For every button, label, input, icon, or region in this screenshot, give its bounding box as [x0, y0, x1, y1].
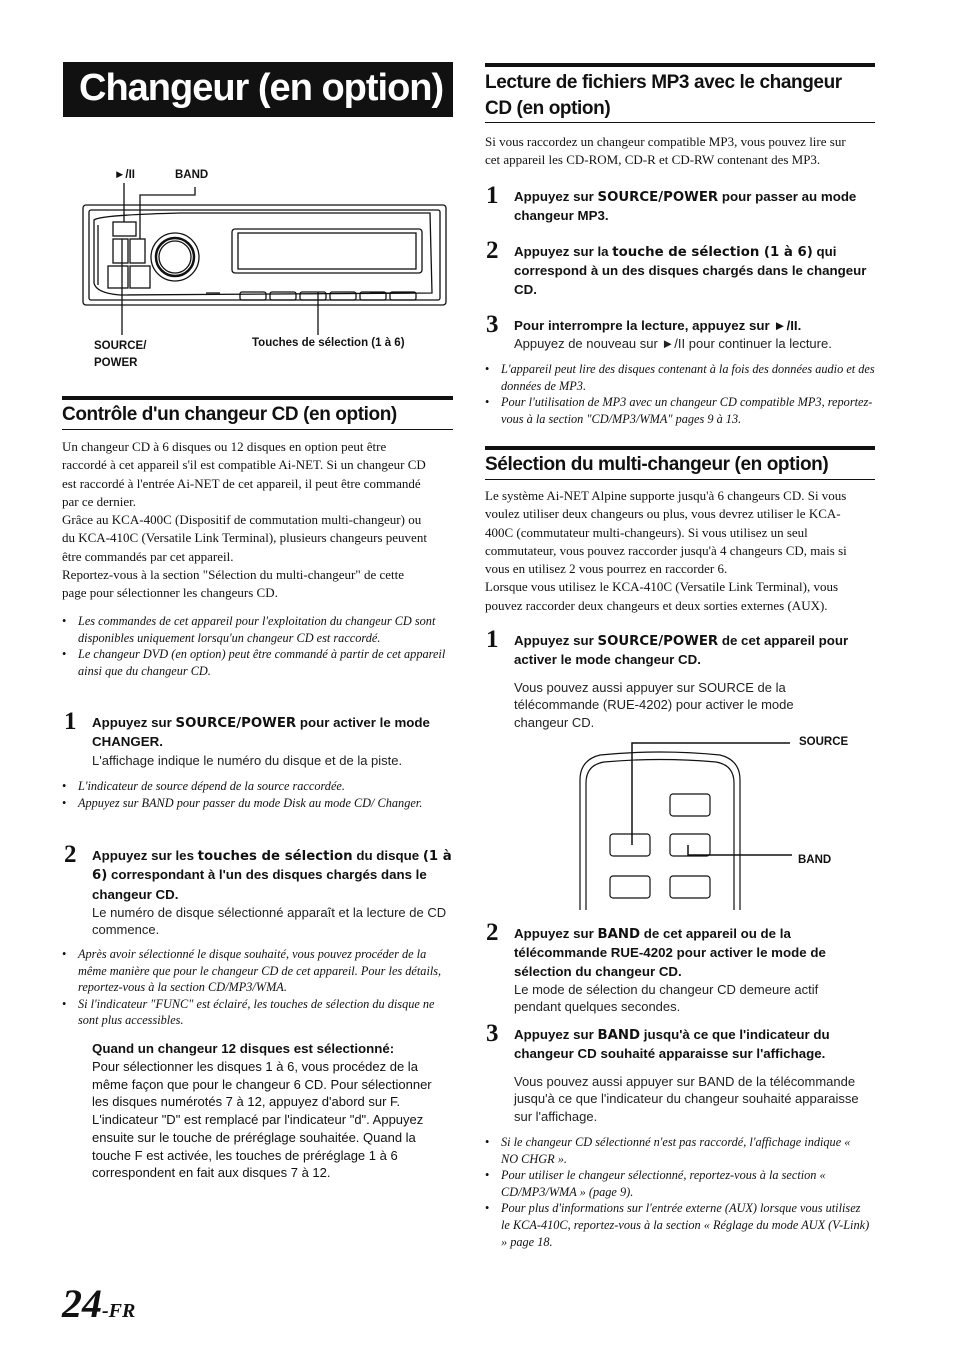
step-description: Appuyez de nouveau sur ►/II pour continuer la lecture. — [514, 336, 832, 352]
note-item: • Pour plus d'informations sur l'entrée externe (AUX) lorsque vous utilisez le KCA-410C, reportez-vous à la section « Réglage du mode AUX (V-Link) » page 18. — [485, 1200, 870, 1250]
intro-line: commutateur, vous pouvez raccorder jusqu'à 4 changeurs CD, mais si — [485, 542, 847, 558]
remote-source-label: SOURCE — [799, 736, 849, 748]
step-title: Appuyez sur SOURCE/POWER de cet appareil pour activer le mode changeur CD. — [514, 633, 849, 668]
page-title: Changeur (en option) — [79, 67, 444, 109]
band-label: BAND — [175, 169, 209, 181]
source-power-label-1: SOURCE/ — [94, 340, 147, 352]
twelve-disc-text: Pour sélectionner les disques 1 à 6, vous procédez de la même façon que pour le changeur 6 CD. Pour sélectionner les disques numérotés 7 à 12, appuyez d'abord sur F. L'indicateur "D" est remplacé par l'indicateur "d". Appuyez ensuite sur le touche de préréglage souhaitée. Quand la touche F est activée, les touches de préréglage 1 à 6 correspondent en fait aux disques 7 à 12. — [92, 1059, 432, 1181]
intro-line: 400C (commutateur multi-changeurs). Si vous utilisez un seul — [485, 524, 808, 540]
step-description: Le mode de sélection du changeur CD demeure actif pendant quelques secondes. — [514, 981, 819, 1015]
mp3-intro — [485, 133, 880, 170]
section-title-cd-changer — [62, 396, 453, 430]
step-number: 1 — [64, 708, 77, 735]
notes-list — [62, 778, 447, 811]
step-number: 2 — [486, 919, 499, 946]
note-item: • Pour l'utilisation de MP3 avec un changeur CD compatible MP3, reportez-vous à la section "CD/MP3/WMA" pages 9 à 13. — [485, 394, 875, 427]
note-item: • Si le changeur CD sélectionné n'est pas raccordé, l'affichage indique « NO CHGR ». — [485, 1134, 870, 1167]
step-2 — [64, 841, 456, 939]
step-1 — [64, 708, 456, 769]
intro-line: page pour sélectionner les changeurs CD. — [62, 585, 278, 601]
multi-step-3 — [486, 1020, 876, 1125]
intro-line: Le système Ai-NET Alpine supporte jusqu'à 6 changeurs CD. Si vous — [485, 488, 847, 503]
step-number: 2 — [486, 237, 499, 264]
notes-list — [62, 613, 447, 679]
mp3-step-3 — [486, 311, 876, 353]
intro-line: par ce dernier. — [62, 493, 136, 509]
head-unit-figure — [80, 165, 460, 375]
step-description: Vous pouvez aussi appuyer sur BAND de la télécommande jusqu'à ce que l'indicateur du changeur souhaité apparaisse sur l'affichage. — [514, 1073, 859, 1124]
step-title: Appuyez sur SOURCE/POWER pour activer le mode CHANGER. — [92, 715, 430, 750]
cd-changer-intro — [62, 438, 457, 603]
step-number: 2 — [64, 841, 77, 868]
intro-line: est raccordé à l'entrée Ai-NET de cet appareil, il peut être commandé — [62, 475, 421, 491]
play-pause-label: ►/II — [114, 169, 135, 181]
page-number-suffix: -FR — [102, 1300, 136, 1322]
note-item: • L'indicateur de source dépend de la source raccordée. — [62, 778, 447, 795]
step-title: Appuyez sur BAND jusqu'à ce que l'indicateur du changeur CD souhaité apparaisse sur l'affichage. — [514, 1027, 830, 1062]
section-title-text: Sélection du multi-changeur (en option) — [485, 454, 829, 475]
remote-band-label: BAND — [798, 854, 832, 866]
note-item: • Pour utiliser le changeur sélectionné, reportez-vous à la section « CD/MP3/WMA » (page 9). — [485, 1167, 870, 1200]
note-item: • Si l'indicateur "FUNC" est éclairé, les touches de sélection du disque ne sont plus accessibles. — [62, 996, 447, 1029]
intro-line: Un changeur CD à 6 disques ou 12 disques en option peut être — [62, 439, 387, 454]
intro-line: Si vous raccordez un changeur compatible MP3, vous pouvez lire sur — [485, 134, 846, 149]
section-title-multi-changer — [485, 446, 875, 480]
section-title-line: Lecture de fichiers MP3 avec le changeur — [485, 72, 842, 93]
remote-figure — [570, 735, 870, 910]
section-title-text: Contrôle d'un changeur CD (en option) — [62, 404, 397, 425]
preset-keys-label: Touches de sélection (1 à 6) — [252, 337, 405, 349]
source-power-label-2: POWER — [94, 357, 138, 369]
step-title: Pour interrompre la lecture, appuyez sur ►/II. — [514, 318, 802, 333]
step-number: 3 — [486, 311, 499, 338]
note-item: • L'appareil peut lire des disques contenant à la fois des données audio et des données de MP3. — [485, 361, 875, 394]
note-item: • Après avoir sélectionné le disque souhaité, vous pouvez procéder de la même manière que pour le changeur CD de cet appareil. Pour les détails, reportez-vous à la section CD/MP3/WMA. — [62, 946, 447, 996]
intro-line: vous en utilisez 2 vous pourrez en raccorder 6. — [485, 561, 728, 577]
section-title-mp3 — [485, 63, 875, 123]
intro-line: voulez utiliser deux changeurs ou plus, vous devrez utiliser le KCA- — [485, 506, 841, 522]
intro-line: Grâce au KCA-400C (Dispositif de commutation multi-changeur) ou — [62, 512, 422, 528]
step-title: Appuyez sur BAND de cet appareil ou de la télécommande RUE-4202 pour activer le mode de sélection du changeur CD. — [514, 926, 826, 979]
notes-list — [62, 946, 447, 1029]
remote-drawing — [570, 735, 870, 910]
step-number: 1 — [486, 626, 499, 653]
twelve-disc-title: Quand un changeur 12 disques est sélectionné: — [92, 1041, 395, 1056]
notes-list — [485, 1134, 870, 1250]
note-item: • Le changeur DVD (en option) peut être commandé à partir de cet appareil ainsi que du changeur CD. — [62, 646, 447, 679]
notes-list — [485, 361, 875, 427]
intro-line: raccordé à cet appareil s'il est compatible Ai-NET. Si un changeur CD — [62, 457, 426, 473]
intro-line: Lorsque vous utilisez le KCA-410C (Versatile Link Terminal), vous — [485, 579, 839, 595]
mp3-step-1 — [486, 182, 876, 226]
step-title: Appuyez sur SOURCE/POWER pour passer au mode changeur MP3. — [514, 189, 857, 224]
mp3-step-2 — [486, 237, 876, 299]
intro-line: du KCA-410C (Versatile Link Terminal), plusieurs changeurs peuvent — [62, 530, 427, 546]
intro-line: cet appareil les CD-ROM, CD-R et CD-RW contenant des MP3. — [485, 152, 821, 168]
step-number: 1 — [486, 182, 499, 209]
step-description: Vous pouvez aussi appuyer sur SOURCE de la télécommande (RUE-4202) pour activer le mode changeur CD. — [514, 679, 794, 730]
step-title: Appuyez sur les touches de sélection du disque (1 à 6) correspondant à l'un des disques chargés dans le changeur CD. — [92, 848, 452, 902]
page-number — [62, 1280, 135, 1327]
twelve-disc-block — [92, 1040, 450, 1182]
step-number: 3 — [486, 1020, 499, 1047]
section-title-line: CD (en option) — [485, 98, 611, 119]
note-item: • Les commandes de cet appareil pour l'exploitation du changeur CD sont disponibles uniquement lorsqu'un changeur CD est raccordé. — [62, 613, 447, 646]
note-item: • Appuyez sur BAND pour passer du mode Disk au mode CD/ Changer. — [62, 795, 447, 812]
page-number-value: 24 — [62, 1281, 102, 1326]
page-title-banner — [63, 62, 453, 117]
step-description: L'affichage indique le numéro du disque et de la piste. — [92, 752, 403, 768]
intro-line: Reportez-vous à la section "Sélection du multi-changeur" de cette — [62, 567, 404, 583]
intro-line: pouvez raccorder deux changeurs et deux sorties externes (AUX). — [485, 597, 828, 613]
multi-step-1 — [486, 626, 876, 731]
step-description: Le numéro de disque sélectionné apparaît et la lecture de CD commence. — [92, 904, 447, 938]
multi-step-2 — [486, 919, 876, 1016]
intro-line: être commandés par cet appareil. — [62, 548, 234, 564]
step-title: Appuyez sur la touche de sélection (1 à 6) qui correspond à un des disques chargés dans le changeur CD. — [514, 244, 867, 297]
multi-changer-intro — [485, 487, 880, 615]
